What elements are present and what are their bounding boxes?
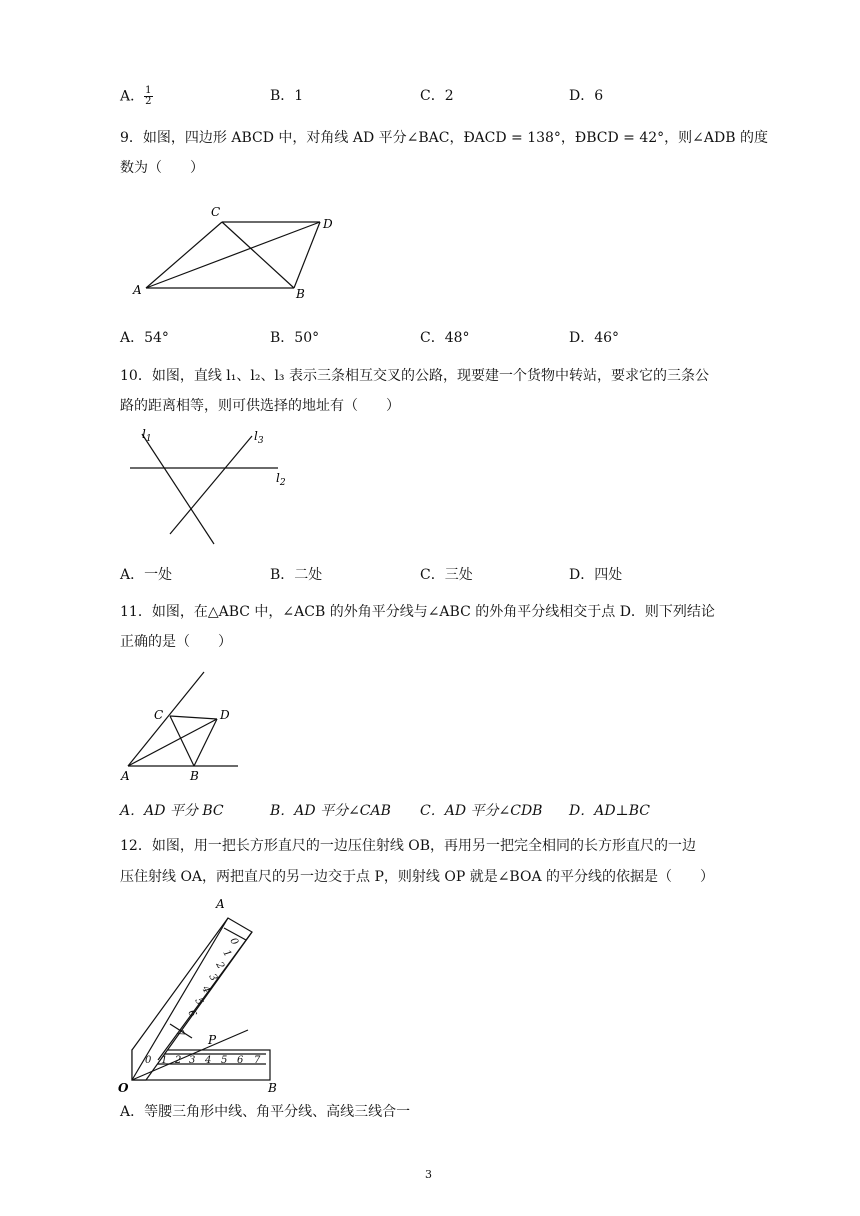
- label-l1: $l_1$: [142, 427, 152, 444]
- q12-stem-line1: 12．如图，用一把长方形直尺的一边压住射线 OB，再用另一把完全相同的长方形直尺的一边: [120, 838, 697, 854]
- ruler-slanted-tick: 4: [199, 984, 213, 996]
- q9-option-d: D．46°: [569, 330, 620, 346]
- q11-option-a: A．AD 平分 BC: [120, 803, 224, 819]
- segment-db: [194, 719, 217, 766]
- q10-option-a: A．一处: [120, 567, 173, 583]
- ruler-tick: 6: [237, 1055, 244, 1066]
- ruler-tick: 2: [175, 1055, 182, 1066]
- ruler-slanted-tick: 5: [192, 996, 206, 1008]
- ruler-tick: 3: [189, 1055, 196, 1066]
- q11-option-c: C．AD 平分∠CDB: [420, 803, 543, 819]
- segment-cb: [170, 716, 194, 766]
- label-a: A: [121, 769, 130, 783]
- label-d: D: [220, 708, 230, 722]
- q11-option-d: D．AD⊥BC: [569, 803, 650, 819]
- q10-option-b: B．二处: [270, 567, 323, 583]
- ruler-slanted-tick: 0: [227, 936, 241, 948]
- q11-stem-line1: 11．如图，在△ABC 中，∠ACB 的外角平分线与∠ABC 的外角平分线相交于点 D．则下列结论: [120, 604, 715, 620]
- ruler-slanted-tick: 1: [220, 948, 234, 960]
- label-d: D: [323, 217, 333, 231]
- q8-option-d: D．6: [569, 88, 604, 104]
- q12-two-rulers-figure: [116, 892, 296, 1096]
- q9-stem-line1: 9．如图，四边形 ABCD 中，对角线 AD 平分∠BAC，ÐACD = 138°，ÐBCD = 42°，则∠ADB 的度: [120, 130, 768, 146]
- ruler-slanted-tick: 2: [213, 960, 227, 972]
- label-l2: $l_2$: [276, 471, 286, 488]
- ruler-slanted-tick: 6: [185, 1008, 199, 1020]
- q10-stem-line2: 路的距离相等，则可供选择的地址有（ ）: [120, 398, 400, 414]
- ruler-tick: 5: [221, 1055, 228, 1066]
- q8-option-a: A． $\frac{1}{2}$: [120, 85, 152, 107]
- q9-stem-line2: 数为（ ）: [120, 160, 204, 176]
- q11-triangle-figure: [118, 670, 248, 784]
- page-number: 3: [425, 1168, 432, 1181]
- ruler-slanted-tick: 3: [206, 972, 220, 984]
- label-o: O: [118, 1081, 129, 1095]
- label-a: A: [133, 283, 142, 297]
- label-c: C: [154, 708, 164, 722]
- q10-option-d: D．四处: [569, 567, 623, 583]
- q11-stem-line2: 正确的是（ ）: [120, 634, 232, 650]
- ruler-tick: 0: [145, 1055, 152, 1066]
- ruler-tick: 1: [161, 1055, 168, 1066]
- q9-option-a: A．54°: [120, 330, 169, 346]
- q8-option-c: C．2: [420, 88, 454, 104]
- q9-quadrilateral-figure: [128, 200, 348, 305]
- fraction: $\frac{1}{2}$: [145, 85, 152, 107]
- q9-option-c: C．48°: [420, 330, 470, 346]
- label-b: B: [296, 287, 305, 301]
- q12-option-a: A．等腰三角形中线、角平分线、高线三线合一: [120, 1104, 411, 1120]
- q10-three-lines-figure: [128, 422, 298, 550]
- label-a: A: [216, 897, 225, 911]
- ruler-slanted-tick: 7: [173, 1028, 187, 1040]
- ray-ac: [128, 672, 204, 766]
- label-b: B: [268, 1081, 277, 1095]
- label-b: B: [190, 769, 199, 783]
- line-l3: [170, 436, 252, 534]
- ruler-tick: 4: [205, 1055, 212, 1066]
- label-c: C: [211, 205, 221, 219]
- q8-option-b: B．1: [270, 88, 304, 104]
- segment-ac: [146, 222, 222, 288]
- segment-db: [294, 222, 320, 288]
- ruler-tick: 7: [254, 1055, 261, 1066]
- segment-ad: [128, 719, 217, 766]
- q10-option-c: C．三处: [420, 567, 473, 583]
- label-p: P: [208, 1033, 217, 1047]
- q9-option-b: B．50°: [270, 330, 320, 346]
- q12-stem-line2: 压住射线 OA，两把直尺的另一边交于点 P，则射线 OP 就是∠BOA 的平分线的依据是（ ）: [120, 869, 715, 885]
- segment-cd: [170, 716, 217, 719]
- line-l1: [142, 434, 214, 544]
- label-l3: $l_3$: [254, 429, 264, 446]
- q10-stem-line1: 10．如图，直线 l₁、l₂、l₃ 表示三条相互交叉的公路，现要建一个货物中转站，要求它的三条公: [120, 368, 709, 384]
- q11-option-b: B．AD 平分∠CAB: [270, 803, 391, 819]
